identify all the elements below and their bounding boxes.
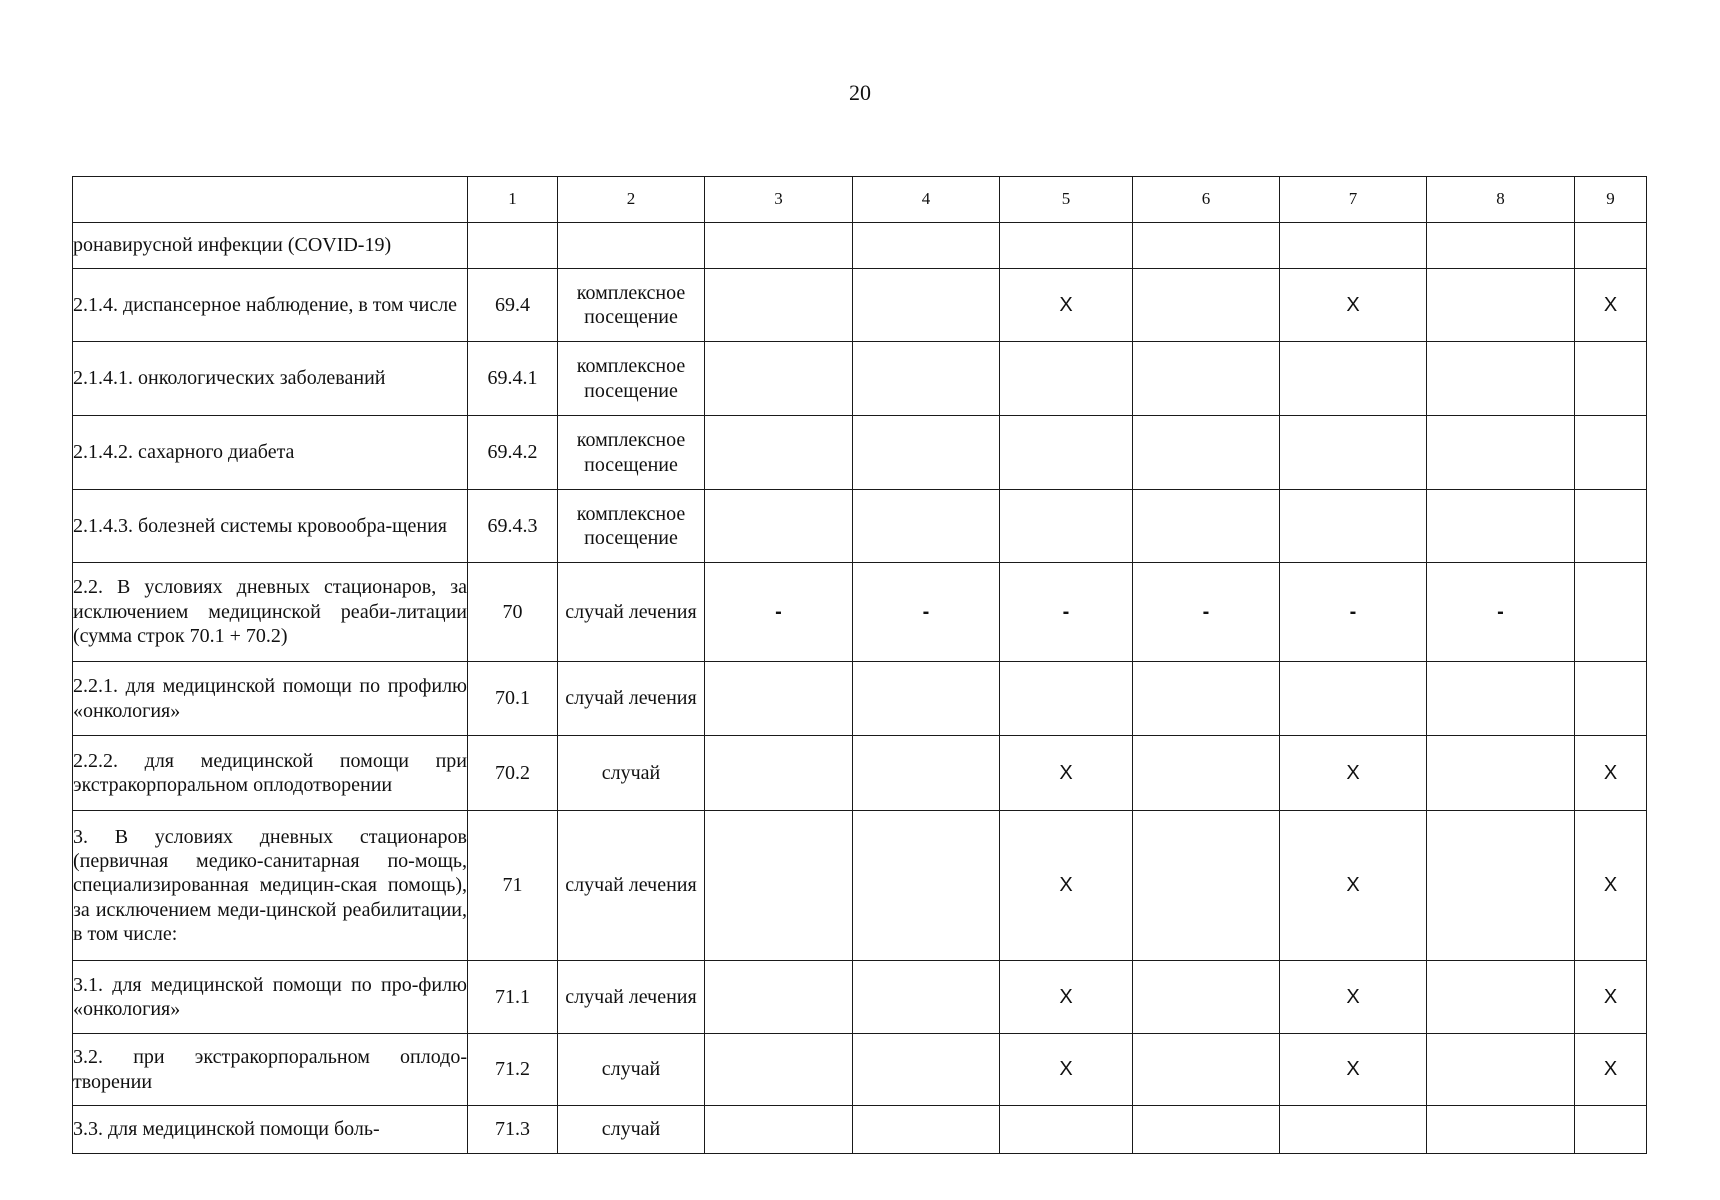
value-cell bbox=[853, 1106, 1000, 1154]
value-cell bbox=[1133, 342, 1280, 416]
header-cell: 6 bbox=[1133, 177, 1280, 223]
value-cell bbox=[1280, 223, 1427, 269]
value-cell bbox=[1280, 490, 1427, 563]
table-row bbox=[73, 1106, 1647, 1154]
row-unit bbox=[558, 223, 705, 269]
value-cell bbox=[1133, 269, 1280, 342]
row-unit: комплексное посещение bbox=[558, 416, 705, 490]
value-cell bbox=[705, 1034, 853, 1106]
value-cell: - bbox=[705, 563, 853, 662]
value-cell: - bbox=[1133, 563, 1280, 662]
value-cell bbox=[1133, 736, 1280, 811]
value-cell: X bbox=[1575, 269, 1647, 342]
value-cell bbox=[1575, 662, 1647, 736]
table-row bbox=[73, 342, 1647, 416]
row-code: 70.2 bbox=[468, 736, 558, 811]
value-cell: - bbox=[1000, 563, 1133, 662]
value-cell bbox=[853, 269, 1000, 342]
value-cell bbox=[1427, 811, 1575, 961]
table-row bbox=[73, 736, 1647, 811]
value-cell bbox=[853, 662, 1000, 736]
row-label: 2.2.2. для медицинской помощи при экстракорпоральном оплодотворении bbox=[73, 736, 468, 811]
row-code: 69.4 bbox=[468, 269, 558, 342]
value-cell bbox=[1000, 490, 1133, 563]
value-cell bbox=[705, 223, 853, 269]
row-unit: комплексное посещение bbox=[558, 490, 705, 563]
row-label: 3.3. для медицинской помощи боль- bbox=[73, 1106, 468, 1154]
value-cell bbox=[705, 416, 853, 490]
table-row bbox=[73, 490, 1647, 563]
value-cell bbox=[1427, 1106, 1575, 1154]
row-unit: комплексное посещение bbox=[558, 342, 705, 416]
value-cell bbox=[1000, 1106, 1133, 1154]
table-row bbox=[73, 269, 1647, 342]
value-cell bbox=[705, 811, 853, 961]
value-cell: X bbox=[1280, 811, 1427, 961]
row-label: 2.2.1. для медицинской помощи по профилю «онкология» bbox=[73, 662, 468, 736]
value-cell bbox=[1427, 1034, 1575, 1106]
header-cell: 8 bbox=[1427, 177, 1575, 223]
value-cell bbox=[705, 736, 853, 811]
row-code: 71 bbox=[468, 811, 558, 961]
header-cell: 1 bbox=[468, 177, 558, 223]
row-unit: случай лечения bbox=[558, 662, 705, 736]
value-cell bbox=[1280, 342, 1427, 416]
row-code: 70 bbox=[468, 563, 558, 662]
value-cell: X bbox=[1575, 1034, 1647, 1106]
value-cell bbox=[1575, 342, 1647, 416]
table-row bbox=[73, 961, 1647, 1034]
header-row bbox=[73, 177, 1647, 223]
value-cell bbox=[1133, 490, 1280, 563]
row-label: 2.1.4. диспансерное наблюдение, в том числе bbox=[73, 269, 468, 342]
row-unit: комплексное посещение bbox=[558, 269, 705, 342]
value-cell: X bbox=[1280, 961, 1427, 1034]
value-cell bbox=[1133, 223, 1280, 269]
value-cell bbox=[1133, 961, 1280, 1034]
header-cell bbox=[73, 177, 468, 223]
value-cell bbox=[1427, 342, 1575, 416]
value-cell: X bbox=[1000, 269, 1133, 342]
value-cell: - bbox=[1280, 563, 1427, 662]
table-row bbox=[73, 563, 1647, 662]
row-code: 70.1 bbox=[468, 662, 558, 736]
value-cell bbox=[1000, 416, 1133, 490]
row-label: 2.2. В условиях дневных стационаров, за исключением медицинской реаби-литации (сумма строк 70.1 + 70.2) bbox=[73, 563, 468, 662]
value-cell: X bbox=[1575, 736, 1647, 811]
value-cell bbox=[1575, 223, 1647, 269]
header-cell: 9 bbox=[1575, 177, 1647, 223]
row-label: ронавирусной инфекции (COVID-19) bbox=[73, 223, 468, 269]
value-cell bbox=[1133, 1106, 1280, 1154]
value-cell bbox=[705, 342, 853, 416]
value-cell bbox=[1000, 342, 1133, 416]
value-cell bbox=[705, 662, 853, 736]
value-cell: X bbox=[1575, 961, 1647, 1034]
table-row bbox=[73, 811, 1647, 961]
value-cell bbox=[1427, 223, 1575, 269]
row-unit: случай лечения bbox=[558, 811, 705, 961]
row-code: 71.1 bbox=[468, 961, 558, 1034]
value-cell bbox=[1280, 416, 1427, 490]
row-code: 69.4.2 bbox=[468, 416, 558, 490]
value-cell bbox=[1427, 662, 1575, 736]
value-cell bbox=[853, 223, 1000, 269]
header-cell: 3 bbox=[705, 177, 853, 223]
row-unit: случай bbox=[558, 1106, 705, 1154]
value-cell: X bbox=[1280, 269, 1427, 342]
value-cell bbox=[1000, 223, 1133, 269]
header-cell: 7 bbox=[1280, 177, 1427, 223]
value-cell bbox=[853, 1034, 1000, 1106]
value-cell bbox=[705, 1106, 853, 1154]
value-cell bbox=[1133, 1034, 1280, 1106]
row-code bbox=[468, 223, 558, 269]
row-label: 2.1.4.2. сахарного диабета bbox=[73, 416, 468, 490]
value-cell: X bbox=[1000, 1034, 1133, 1106]
row-code: 71.2 bbox=[468, 1034, 558, 1106]
value-cell: - bbox=[853, 563, 1000, 662]
value-cell: - bbox=[1427, 563, 1575, 662]
header-cell: 5 bbox=[1000, 177, 1133, 223]
page-number: 20 bbox=[849, 80, 871, 105]
value-cell bbox=[1280, 1106, 1427, 1154]
row-label: 2.1.4.1. онкологических заболеваний bbox=[73, 342, 468, 416]
header-cell: 2 bbox=[558, 177, 705, 223]
value-cell: X bbox=[1000, 736, 1133, 811]
value-cell bbox=[1000, 662, 1133, 736]
value-cell bbox=[1133, 662, 1280, 736]
header-cell: 4 bbox=[853, 177, 1000, 223]
value-cell bbox=[1133, 811, 1280, 961]
table-row bbox=[73, 662, 1647, 736]
value-cell: X bbox=[1000, 811, 1133, 961]
table-row bbox=[73, 1034, 1647, 1106]
value-cell: X bbox=[1280, 1034, 1427, 1106]
value-cell bbox=[853, 342, 1000, 416]
value-cell bbox=[1427, 961, 1575, 1034]
value-cell bbox=[1427, 416, 1575, 490]
value-cell bbox=[705, 490, 853, 563]
value-cell: X bbox=[1280, 736, 1427, 811]
row-unit: случай bbox=[558, 736, 705, 811]
value-cell bbox=[1133, 416, 1280, 490]
value-cell bbox=[1575, 416, 1647, 490]
value-cell bbox=[1575, 490, 1647, 563]
row-label: 3.2. при экстракорпоральном оплодо-творении bbox=[73, 1034, 468, 1106]
value-cell bbox=[853, 961, 1000, 1034]
row-code: 69.4.3 bbox=[468, 490, 558, 563]
row-code: 71.3 bbox=[468, 1106, 558, 1154]
row-label: 3.1. для медицинской помощи по про-филю «онкология» bbox=[73, 961, 468, 1034]
table-row bbox=[73, 416, 1647, 490]
row-label: 3. В условиях дневных стационаров (первичная медико-санитарная по-мощь, специализированная медицин-ская помощь), за исключением меди-цинской реабилитации, в том числе: bbox=[73, 811, 468, 961]
value-cell bbox=[705, 961, 853, 1034]
row-code: 69.4.1 bbox=[468, 342, 558, 416]
value-cell bbox=[853, 811, 1000, 961]
row-unit: случай bbox=[558, 1034, 705, 1106]
value-cell bbox=[1427, 490, 1575, 563]
table-row bbox=[73, 223, 1647, 269]
value-cell bbox=[1575, 1106, 1647, 1154]
value-cell bbox=[853, 736, 1000, 811]
row-unit: случай лечения bbox=[558, 563, 705, 662]
value-cell bbox=[1575, 563, 1647, 662]
value-cell bbox=[1427, 269, 1575, 342]
value-cell bbox=[1427, 736, 1575, 811]
value-cell bbox=[1280, 662, 1427, 736]
value-cell: X bbox=[1575, 811, 1647, 961]
row-unit: случай лечения bbox=[558, 961, 705, 1034]
value-cell: X bbox=[1000, 961, 1133, 1034]
value-cell bbox=[853, 416, 1000, 490]
value-cell bbox=[853, 490, 1000, 563]
value-cell bbox=[705, 269, 853, 342]
row-label: 2.1.4.3. болезней системы кровообра-щения bbox=[73, 490, 468, 563]
data-table bbox=[72, 176, 1647, 1154]
